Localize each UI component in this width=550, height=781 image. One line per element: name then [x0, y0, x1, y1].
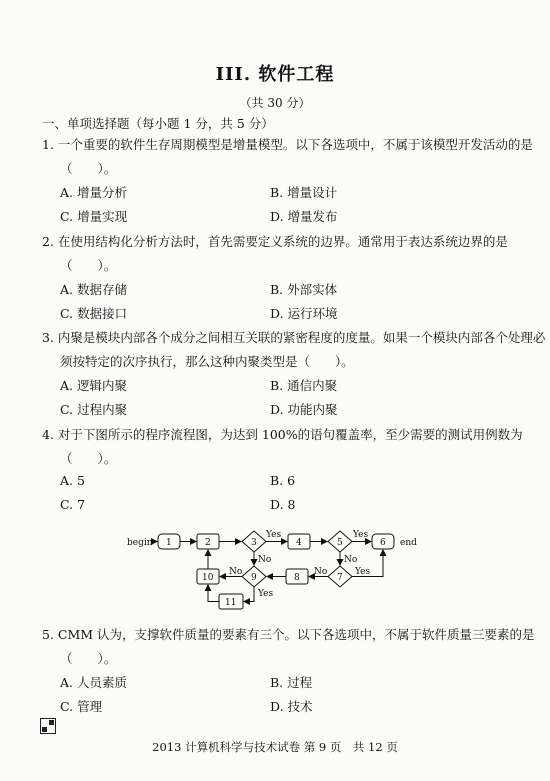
- question-1-stem: 1. 一个重要的软件生存周期模型是增量模型。以下各选项中，不属于该模型开发活动的是: [42, 137, 533, 152]
- node-7-diamond: [328, 566, 352, 587]
- node-2-box: [197, 534, 219, 549]
- question-1-blank: （ ）。: [60, 161, 117, 176]
- question-5-option-a: A. 人员素质: [60, 675, 127, 690]
- question-2-option-d: D. 运行环境: [270, 306, 338, 321]
- node-11-label: 11: [225, 598, 237, 608]
- node-9-diamond: [242, 566, 266, 587]
- edge-5-yes: Yes: [353, 530, 369, 540]
- question-4-blank: （ ）。: [60, 451, 117, 466]
- question-5-option-c: C. 管理: [60, 699, 103, 714]
- node-8-label: 8: [294, 573, 300, 583]
- question-4-option-a: A. 5: [60, 473, 85, 488]
- question-1-option-a: A. 增量分析: [60, 185, 127, 200]
- question-2-option-c: C. 数据接口: [60, 306, 128, 321]
- question-1-option-b: B. 增量设计: [270, 185, 338, 200]
- edge-3-no: No: [258, 555, 272, 565]
- question-2-blank: （ ）。: [60, 258, 117, 273]
- question-4-stem: 4. 对于下图所示的程序流程图，为达到 100%的语句覆盖率，至少需要的测试用例数为: [42, 427, 523, 442]
- question-2-option-a: A. 数据存储: [60, 282, 127, 297]
- question-3-option-b: B. 通信内聚: [270, 378, 338, 393]
- edge-5-no: No: [344, 555, 358, 565]
- question-5-blank: （ ）。: [60, 651, 117, 666]
- page-title: III. 软件工程: [215, 64, 335, 85]
- section-heading: 一、单项选择题（每小题 1 分，共 5 分）: [42, 116, 274, 131]
- node-10-box: [197, 569, 219, 584]
- node-7-label: 7: [337, 573, 343, 583]
- question-5-option-d: D. 技术: [270, 699, 313, 714]
- section-score: （共 30 分）: [239, 96, 311, 110]
- edge-9-no: No: [229, 567, 243, 577]
- node-9-label: 9: [251, 573, 257, 583]
- node-5-label: 5: [337, 538, 343, 548]
- node-1-box: [158, 534, 180, 549]
- corner-mark-icon: [40, 718, 56, 734]
- question-3-option-c: C. 过程内聚: [60, 402, 128, 417]
- question-3-option-a: A. 逻辑内聚: [60, 378, 127, 393]
- question-3-option-d: D. 功能内聚: [270, 402, 338, 417]
- edge-7-yes: Yes: [355, 567, 371, 577]
- question-3-stem-continued: 须按特定的次序执行，那么这种内聚类型是（ ）。: [60, 354, 354, 369]
- question-2-stem: 2. 在使用结构化分析方法时，首先需要定义系统的边界。通常用于表达系统边界的是: [42, 234, 508, 249]
- label-begin: begin: [127, 538, 153, 548]
- question-5-stem: 5. CMM 认为，支撑软件质量的要素有三个。以下各选项中，不属于软件质量三要素的是: [42, 627, 535, 642]
- question-4-option-b: B. 6: [270, 473, 296, 488]
- question-1-option-c: C. 增量实现: [60, 209, 128, 224]
- edge-7-no: No: [314, 567, 328, 577]
- node-11-box: [219, 594, 243, 609]
- question-4-option-d: D. 8: [270, 497, 296, 512]
- node-5-diamond: [328, 531, 352, 552]
- node-3-label: 3: [251, 538, 257, 548]
- node-6-label: 6: [380, 538, 386, 548]
- question-5-option-b: B. 过程: [270, 675, 313, 690]
- edge-3-yes: Yes: [266, 530, 282, 540]
- node-4-label: 4: [296, 538, 302, 548]
- question-3-stem: 3. 内聚是模块内部各个成分之间相互关联的紧密程度的度量。如果一个模块内部各个处理必: [42, 330, 546, 345]
- node-6-box: [372, 534, 394, 549]
- question-4-option-c: C. 7: [60, 497, 86, 512]
- node-8-box: [286, 569, 308, 584]
- label-end: end: [400, 538, 417, 548]
- node-10-label: 10: [202, 573, 214, 583]
- question-2-option-b: B. 外部实体: [270, 282, 338, 297]
- node-2-label: 2: [205, 538, 211, 548]
- node-4-box: [288, 534, 310, 549]
- page-footer: 2013 计算机科学与技术试卷 第 9 页 共 12 页: [152, 740, 398, 754]
- edge-9-yes: Yes: [258, 589, 274, 599]
- question-1-option-d: D. 增量发布: [270, 209, 338, 224]
- node-1-label: 1: [166, 538, 172, 548]
- node-3-diamond: [242, 531, 266, 552]
